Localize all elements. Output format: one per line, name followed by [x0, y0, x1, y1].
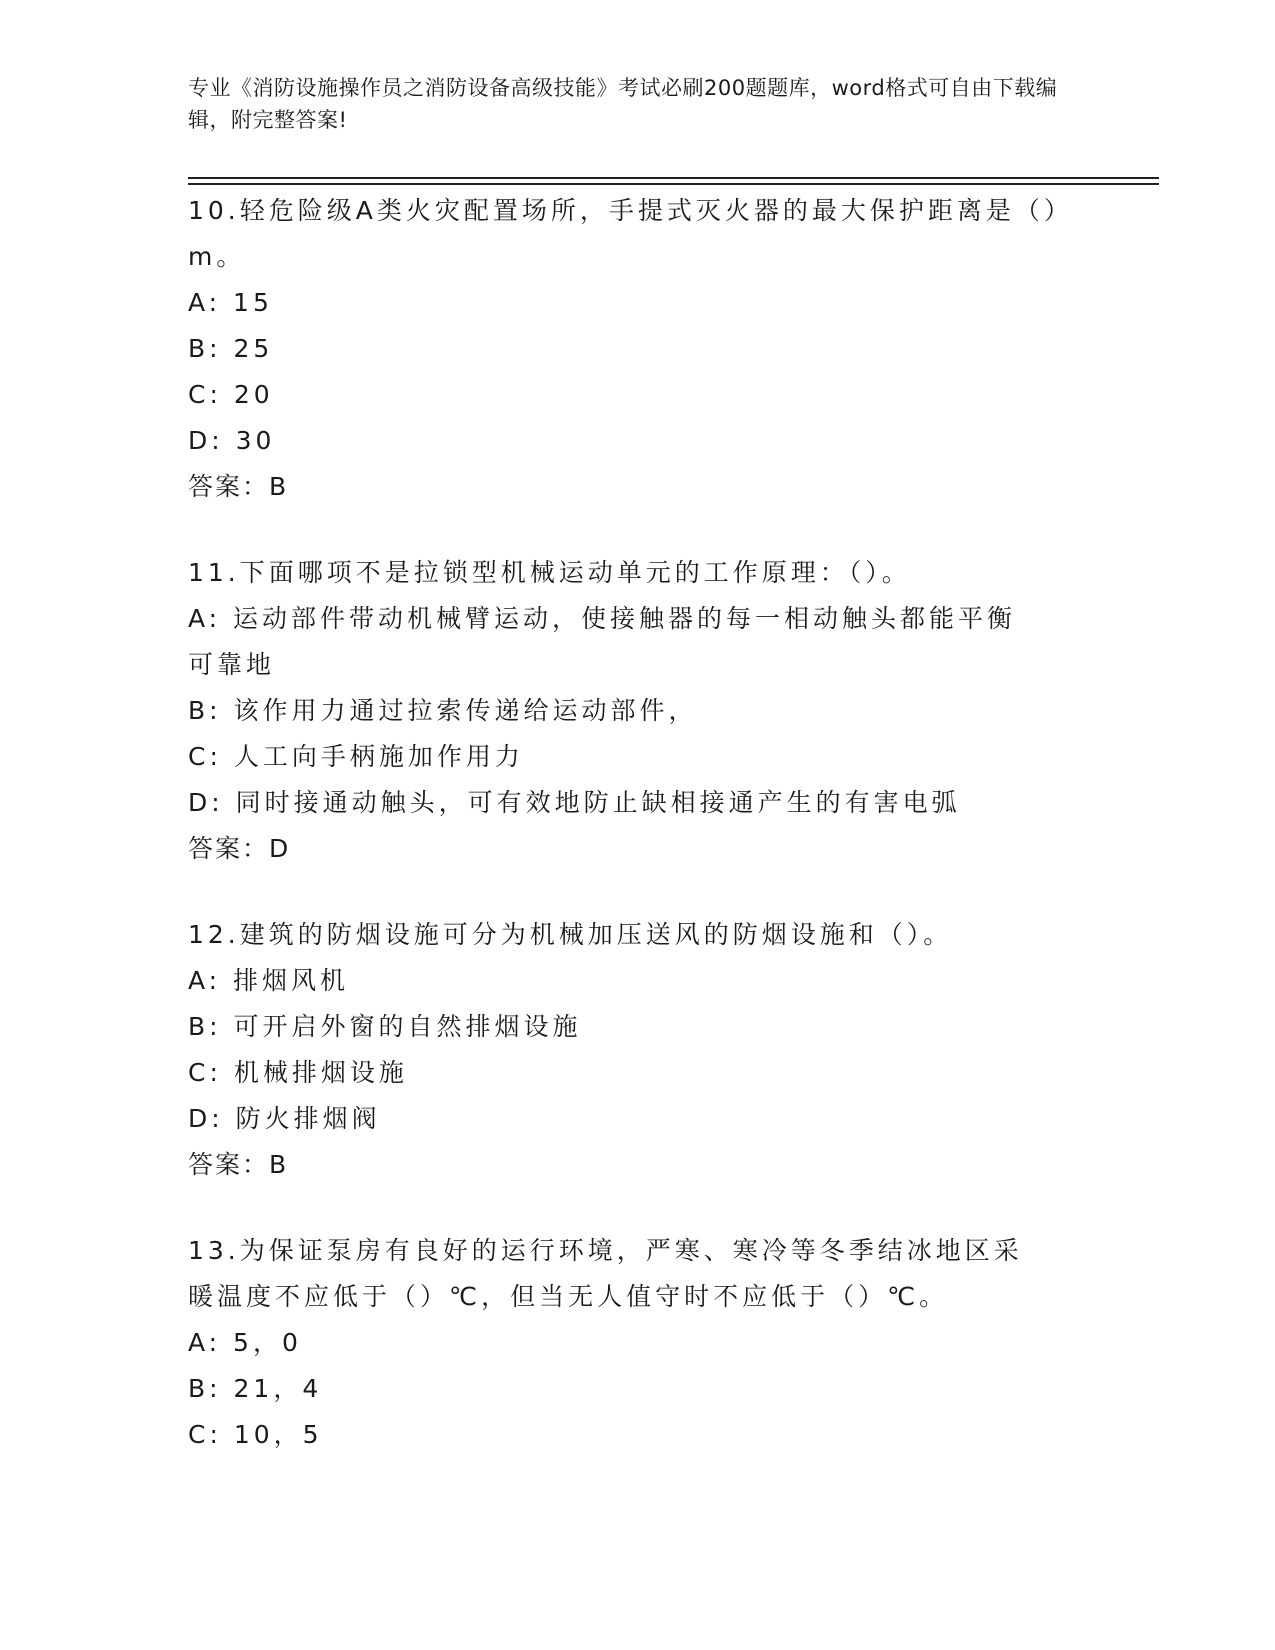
option-a: A: 15 — [188, 288, 273, 317]
option-b: B: 可开启外窗的自然排烟设施 — [188, 1012, 582, 1041]
question-stem: 13.为保证泵房有良好的运行环境，严寒、寒冷等冬季结冰地区采暖温度不应低于（）℃，但当无人值守时不应低于（）℃。 — [188, 1236, 1023, 1311]
document-intro: 专业《消防设施操作员之消防设备高级技能》考试必刷200题题库，word格式可自由下载编辑，附完整答案! — [188, 76, 1058, 132]
option-d: D: 同时接通动触头，可有效地防止缺相接通产生的有害电弧 — [188, 788, 961, 817]
question-stem: 11.下面哪项不是拉锁型机械运动单元的工作原理：（）。 — [188, 558, 911, 587]
answer-line: 答案：D — [188, 834, 291, 863]
header-divider-top — [188, 177, 1159, 179]
option-a: A: 运动部件带动机械臂运动，使接触器的每一相动触头都能平衡可靠地 — [188, 604, 1017, 679]
question-list — [188, 188, 1088, 1482]
option-b: B: 25 — [188, 334, 274, 363]
answer-line: 答案：B — [188, 472, 289, 501]
option-a: A: 5，0 — [188, 1328, 302, 1357]
question-11 — [188, 550, 1088, 872]
question-stem: 12.建筑的防烟设施可分为机械加压送风的防烟设施和（）。 — [188, 920, 953, 949]
option-c: C: 人工向手柄施加作用力 — [188, 742, 524, 771]
answer-line: 答案：B — [188, 1150, 289, 1179]
option-c: C: 20 — [188, 380, 274, 409]
question-13 — [188, 1228, 1088, 1458]
question-12 — [188, 912, 1088, 1188]
question-10 — [188, 188, 1088, 510]
option-b: B: 21，4 — [188, 1374, 323, 1403]
option-b: B: 该作用力通过拉索传递给运动部件， — [188, 696, 698, 725]
header-divider-bottom — [188, 183, 1159, 185]
option-c: C: 机械排烟设施 — [188, 1058, 408, 1087]
option-a: A: 排烟风机 — [188, 966, 350, 995]
question-stem: 10.轻危险级A类火灾配置场所，手提式灭火器的最大保护距离是（）m。 — [188, 196, 1073, 271]
option-d: D: 防火排烟阀 — [188, 1104, 381, 1133]
option-c: C: 10，5 — [188, 1420, 323, 1449]
option-d: D: 30 — [188, 426, 276, 455]
